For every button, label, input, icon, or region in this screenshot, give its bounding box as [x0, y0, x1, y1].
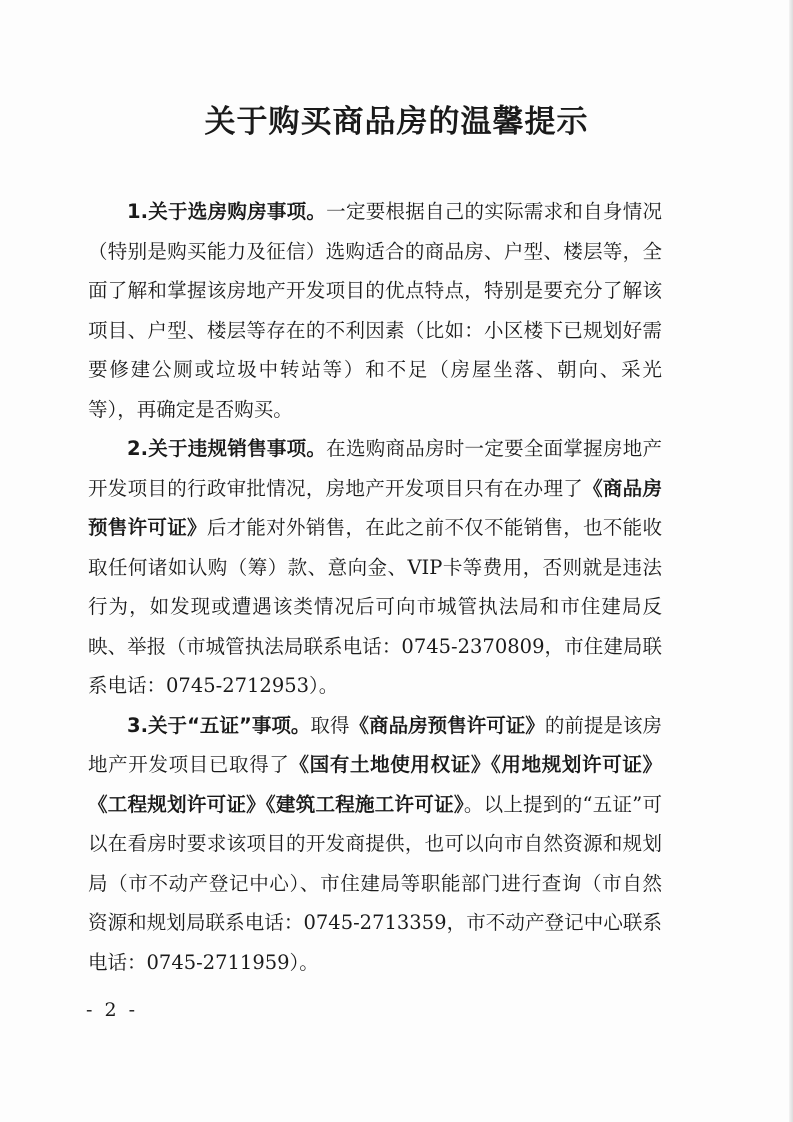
- paragraph-1: [88, 192, 662, 429]
- scan-edge-shadow: [789, 0, 793, 1122]
- paragraph-3-certificate-names: 《国有土地使用权证》《用地规划许可证》《工程规划许可证》《建筑工程施工许可证》: [88, 753, 662, 816]
- paragraph-3: [88, 706, 662, 983]
- paragraph-2-text-b: 后才能对外销售，在此之前不仅不能销售，也不能收取任何诸如认购（筹）款、意向金、VIP卡等费用，否则就是违法行为，如发现或遭遇该类情况后可向市城管执法局和市住建局反映、举报（市城管执法局联系电话：0745-2370809，市住建局联系电话：0745-2712953）。: [88, 516, 662, 697]
- paragraph-3-text-a: 取得: [310, 713, 350, 737]
- document-body: [88, 192, 662, 982]
- paragraph-1-text: 一定要根据自己的实际需求和自身情况（特别是购买能力及征信）选购适合的商品房、户型、楼层等，全面了解和掌握该房地产开发项目的优点特点，特别是要充分了解该项目、户型、楼层等存在的不利因素（比如：小区楼下已规划好需要修建公厕或垃圾中转站等）和不足（房屋坐落、朝向、采光等），再确定是否购买。: [88, 200, 662, 421]
- paragraph-3-heading: 3.关于“五证”事项。: [127, 713, 311, 737]
- paragraph-3-text-c: 。以上提到的“五证”可以在看房时要求该项目的开发商提供，也可以向市自然资源和规划局（市不动产登记中心）、市住建局等职能部门进行查询（市自然资源和规划局联系电话：0745-2713359，市不动产登记中心联系电话：0745-2711959）。: [88, 792, 662, 974]
- paragraph-2-permit-name: 《商品房预售许可证》: [88, 476, 662, 539]
- document-title: 关于购买商品房的温馨提示: [204, 104, 589, 140]
- paragraph-2-text-a: 在选购商品房时一定要全面掌握房地产开发项目的行政审批情况，房地产开发项目只有在办理了: [88, 437, 662, 500]
- page-number: - 2 -: [86, 999, 139, 1021]
- paragraph-3-text-b: 的前提是该房地产开发项目已取得了: [88, 713, 662, 776]
- paragraph-2-heading: 2.关于违规销售事项。: [127, 437, 327, 460]
- paragraph-2: [88, 429, 662, 706]
- paragraph-3-permit-name: 《商品房预售许可证》: [349, 713, 545, 737]
- paragraph-1-heading: 1.关于选房购房事项。: [127, 200, 327, 223]
